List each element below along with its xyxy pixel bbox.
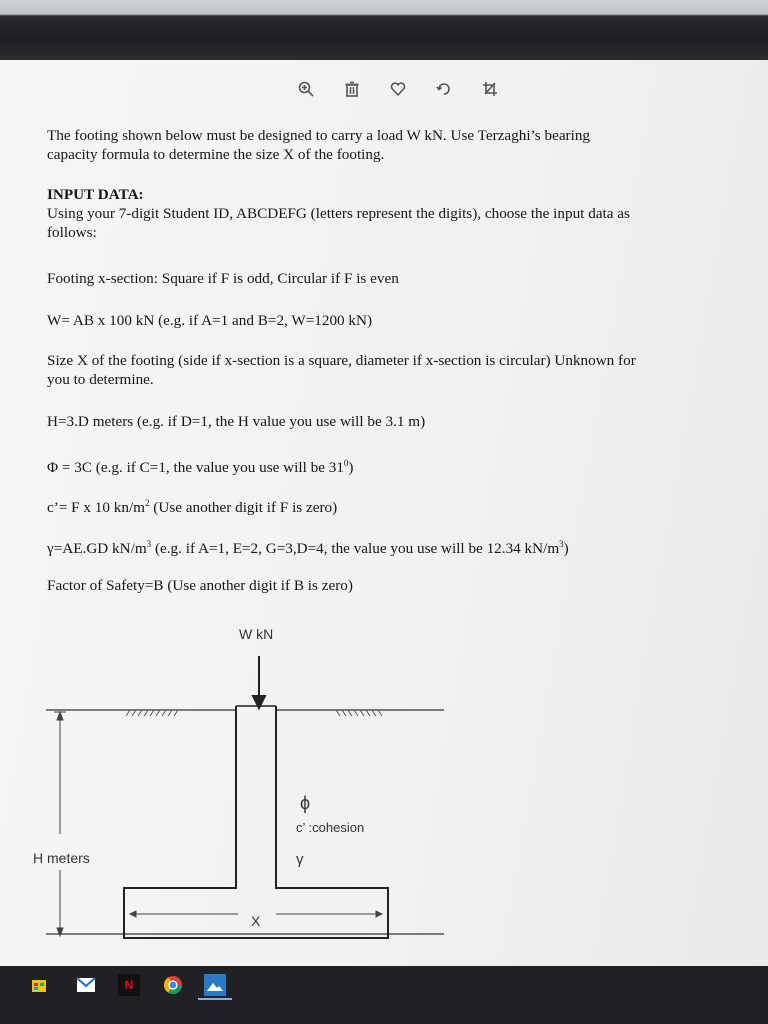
viewer-toolbar bbox=[295, 78, 501, 100]
crop-icon[interactable] bbox=[479, 78, 501, 100]
load-label: W kN bbox=[239, 626, 274, 642]
input-line-2: follows: bbox=[47, 224, 97, 241]
active-app-indicator bbox=[198, 998, 232, 1000]
w-line: W= AB x 100 kN (e.g. if A=1 and B=2, W=1200 kN) bbox=[47, 312, 373, 329]
photos-icon[interactable] bbox=[204, 974, 226, 996]
store-icon[interactable] bbox=[28, 974, 50, 996]
phi-end: ) bbox=[348, 459, 354, 477]
phi-label: ϕ bbox=[300, 793, 311, 813]
netflix-letter: N bbox=[124, 978, 134, 992]
factor-of-safety-line: Factor of Safety=B (Use another digit if B is zero) bbox=[47, 577, 353, 594]
intro-line-1: The footing shown below must be designed to carry a load W kN. Use Terzaghi’s bearing bbox=[47, 127, 591, 144]
input-data-heading: INPUT DATA: bbox=[47, 186, 144, 203]
netflix-icon[interactable] bbox=[118, 974, 140, 996]
phi-superscript: 0 bbox=[343, 458, 349, 468]
trash-icon[interactable] bbox=[341, 78, 363, 100]
footing-section-line: Footing x-section: Square if F is odd, Circular if F is even bbox=[47, 270, 399, 287]
cohesion-line bbox=[47, 494, 737, 517]
size-line-1: Size X of the footing (side if x-section is a square, diameter if x-section is circular) Unknown for bbox=[47, 352, 636, 369]
phi-text: Φ = 3C (e.g. if C=1, the value you use will be 31 bbox=[47, 459, 344, 477]
c-text: c’= F x 10 kn/m bbox=[47, 499, 145, 517]
input-line-1: Using your 7-digit Student ID, ABCDEFG (letters represent the digits), choose the input data as bbox=[47, 205, 630, 222]
heart-icon[interactable] bbox=[387, 78, 409, 100]
cohesion-label: c’ :cohesion bbox=[296, 820, 365, 835]
h-label: H meters bbox=[33, 850, 90, 866]
photo-viewer-window bbox=[0, 60, 768, 966]
taskbar bbox=[0, 966, 768, 1024]
load-arrow bbox=[253, 656, 265, 708]
gamma-label: γ bbox=[296, 851, 304, 868]
mail-icon[interactable] bbox=[75, 974, 97, 996]
h-line: H=3.D meters (e.g. if D=1, the H value you use will be 3.1 m) bbox=[47, 413, 426, 430]
footing-diagram bbox=[0, 620, 768, 929]
gamma-line bbox=[47, 535, 737, 558]
zoom-icon[interactable] bbox=[295, 78, 317, 100]
soil-hatching bbox=[126, 710, 382, 716]
h-dimension bbox=[54, 712, 66, 936]
gamma-text: γ=AE.GD kN/m bbox=[47, 540, 147, 558]
x-label: X bbox=[251, 913, 261, 929]
phi-line bbox=[47, 454, 737, 477]
c-end: (Use another digit if F is zero) bbox=[149, 499, 338, 517]
gamma-end: ) bbox=[563, 540, 569, 558]
c-superscript: 2 bbox=[145, 498, 150, 508]
ground-surface bbox=[46, 710, 444, 934]
gamma-mid: (e.g. if A=1, E=2, G=3,D=4, the value you use will be 12.34 kN/m bbox=[151, 540, 560, 558]
monitor-bezel bbox=[0, 0, 768, 62]
gamma-superscript: 3 bbox=[146, 539, 152, 549]
gamma-superscript-2: 3 bbox=[559, 539, 564, 549]
chrome-icon[interactable] bbox=[162, 974, 184, 996]
intro-line-2: capacity formula to determine the size X of the footing. bbox=[47, 146, 385, 163]
rotate-icon[interactable] bbox=[433, 78, 455, 100]
size-line-2: you to determine. bbox=[47, 371, 154, 388]
